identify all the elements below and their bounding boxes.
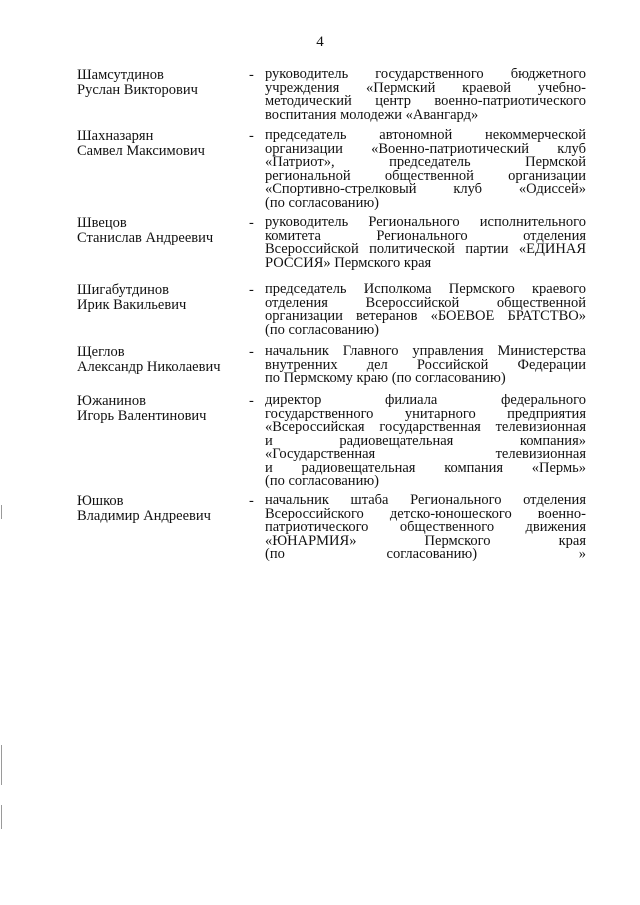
position-line: региональной общественной организации bbox=[265, 169, 586, 183]
position-line: РОССИЯ» Пермского края bbox=[265, 256, 432, 270]
scan-edge-mark bbox=[1, 505, 2, 519]
member-surname: Швецов bbox=[77, 215, 127, 231]
member-position bbox=[265, 494, 586, 562]
scan-edge-mark bbox=[1, 805, 2, 829]
list-dash: - bbox=[249, 128, 254, 144]
scan-edge-mark bbox=[1, 745, 2, 785]
position-line: методический центр военно-патриотического bbox=[265, 95, 586, 109]
member-position bbox=[265, 68, 586, 122]
position-line: (по согласованию) » bbox=[265, 548, 586, 562]
position-line: руководитель Регионального исполнительного bbox=[265, 216, 586, 230]
list-dash: - bbox=[249, 393, 254, 409]
member-given-names: Александр Николаевич bbox=[77, 358, 221, 375]
position-line: по Пермскому краю (по согласованию) bbox=[265, 372, 506, 386]
list-dash: - bbox=[249, 493, 254, 509]
position-line: «Спортивно-стрелковый клуб «Одиссей» bbox=[265, 183, 586, 197]
position-line: начальник штаба Регионального отделения bbox=[265, 494, 586, 508]
position-line: внутренних дел Российской Федерации bbox=[265, 358, 586, 372]
list-dash: - bbox=[249, 344, 254, 360]
member-name bbox=[77, 129, 247, 158]
position-line: (по согласованию) bbox=[265, 196, 379, 210]
member-name bbox=[77, 283, 247, 312]
position-line: Всероссийского детско-юношеского военно- bbox=[265, 507, 586, 521]
position-line: учреждения «Пермский краевой учебно- bbox=[265, 81, 586, 95]
member-name bbox=[77, 494, 247, 523]
member-surname: Щеглов bbox=[77, 344, 125, 360]
position-line: «Патриот», председатель Пермской bbox=[265, 156, 586, 170]
member-surname: Шамсутдинов bbox=[77, 67, 164, 83]
member-given-names: Самвел Максимович bbox=[77, 142, 205, 159]
member-surname: Юшков bbox=[77, 493, 124, 509]
member-given-names: Ирик Вакильевич bbox=[77, 296, 187, 313]
member-name bbox=[77, 68, 247, 97]
position-line: начальник Главного управления Министерства bbox=[265, 345, 586, 359]
position-line: комитета Регионального отделения bbox=[265, 229, 586, 243]
member-given-names: Игорь Валентинович bbox=[77, 407, 207, 424]
position-line: и радиовещательная компания «Пермь» bbox=[265, 461, 586, 475]
member-position bbox=[265, 283, 586, 337]
position-line: «Государственная телевизионная bbox=[265, 448, 586, 462]
member-surname: Южанинов bbox=[77, 393, 146, 409]
position-line: воспитания молодежи «Авангард» bbox=[265, 108, 479, 122]
position-line: (по согласованию) bbox=[265, 475, 379, 489]
member-position bbox=[265, 345, 586, 386]
list-dash: - bbox=[249, 215, 254, 231]
list-dash: - bbox=[249, 282, 254, 298]
position-line: отделения Всероссийской общественной bbox=[265, 296, 586, 310]
position-line: организации ветеранов «БОЕВОЕ БРАТСТВО» bbox=[265, 310, 586, 324]
member-given-names: Владимир Андреевич bbox=[77, 507, 211, 524]
position-line: «Всероссийская государственная телевизионная bbox=[265, 421, 586, 435]
member-given-names: Руслан Викторович bbox=[77, 81, 198, 98]
member-given-names: Станислав Андреевич bbox=[77, 229, 214, 246]
position-line: и радиовещательная компания» bbox=[265, 434, 586, 448]
position-line: председатель автономной некоммерческой bbox=[265, 129, 586, 143]
position-line: директор филиала федерального bbox=[265, 394, 586, 408]
position-line: (по согласованию) bbox=[265, 323, 379, 337]
list-dash: - bbox=[249, 67, 254, 83]
member-name bbox=[77, 394, 247, 423]
position-line: государственного унитарного предприятия bbox=[265, 407, 586, 421]
member-name bbox=[77, 345, 247, 374]
member-surname: Шигабутдинов bbox=[77, 282, 169, 298]
member-position bbox=[265, 216, 586, 270]
member-name bbox=[77, 216, 247, 245]
member-position bbox=[265, 129, 586, 210]
position-line: Всероссийской политической партии «ЕДИНАЯ bbox=[265, 243, 586, 257]
position-line: руководитель государственного бюджетного bbox=[265, 68, 586, 82]
position-line: патриотического общественного движения bbox=[265, 521, 586, 535]
member-surname: Шахназарян bbox=[77, 128, 154, 144]
position-line: организации «Военно-патриотический клуб bbox=[265, 142, 586, 156]
page-number: 4 bbox=[316, 34, 324, 50]
member-position bbox=[265, 394, 586, 489]
position-line: «ЮНАРМИЯ» Пермского края bbox=[265, 534, 586, 548]
position-line: председатель Исполкома Пермского краевого bbox=[265, 283, 586, 297]
